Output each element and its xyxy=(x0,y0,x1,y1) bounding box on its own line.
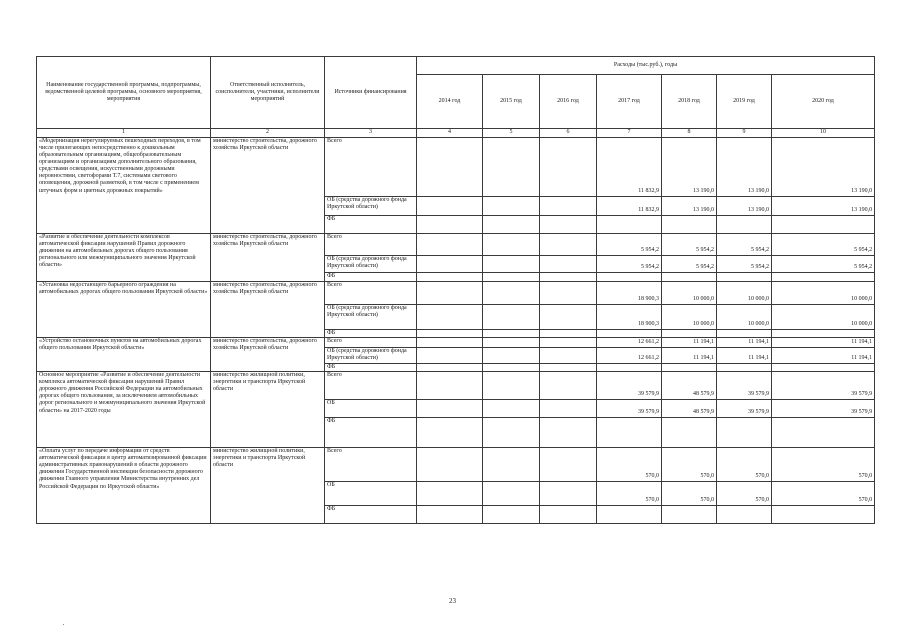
value-cell: 570,0 xyxy=(597,448,662,482)
program-name-cell: «Модернизация нерегулируемых пешеходных переходов, в том числе прилегающих непосредственно к дошкольным образовательным организациям, общеобразовательным организациям и организациям дополнительного образования, средствами освещения, искусственными дорожными неровностями, светофорами Т.7, системами светового оповещения, дорожной разметкой, в том числе с применением штучных форм и цветных дорожных покрытий» xyxy=(37,138,211,234)
value-cell: 5 954,2 xyxy=(662,256,717,273)
header-source: Источники финансирования xyxy=(325,57,417,129)
column-number: 7 xyxy=(597,129,662,138)
value-cell: 570,0 xyxy=(717,448,772,482)
value-cell: 10 000,0 xyxy=(772,305,875,330)
value-cell: 11 194,1 xyxy=(772,348,875,364)
value-cell: 13 190,0 xyxy=(772,138,875,197)
value-cell: 48 579,9 xyxy=(662,400,717,418)
table-row xyxy=(37,372,875,400)
value-cell: 570,0 xyxy=(772,448,875,482)
source-fb-cell: ФБ xyxy=(325,273,417,282)
value-cell: 39 579,9 xyxy=(772,372,875,400)
source-ob-road-fund-cell: ОБ (средства дорожного фонда Иркутской области) xyxy=(325,256,417,273)
value-cell: 11 194,1 xyxy=(662,338,717,348)
responsible-cell: министерство строительства, дорожного хозяйства Иркутской области xyxy=(211,282,325,338)
table-row xyxy=(37,448,875,482)
value-cell: 570,0 xyxy=(597,482,662,506)
value-cell: 10 000,0 xyxy=(772,282,875,305)
value-cell: 11 194,1 xyxy=(662,348,717,364)
value-cell: 39 579,9 xyxy=(772,400,875,418)
value-cell: 11 194,1 xyxy=(772,338,875,348)
value-cell: 13 190,0 xyxy=(662,197,717,216)
value-cell: 11 194,1 xyxy=(717,338,772,348)
budget-table xyxy=(36,56,875,524)
header-year: 2017 год xyxy=(597,75,662,129)
responsible-cell: министерство жилищной политики, энергетики и транспорта Иркутской области xyxy=(211,372,325,448)
table-row xyxy=(37,282,875,305)
source-total-cell: Всего xyxy=(325,234,417,256)
source-ob-road-fund-cell: ОБ (средства дорожного фонда Иркутской области) xyxy=(325,348,417,364)
column-number: 9 xyxy=(717,129,772,138)
source-fb-cell: ФБ xyxy=(325,216,417,234)
value-cell: 5 954,2 xyxy=(597,256,662,273)
column-number: 2 xyxy=(211,129,325,138)
budget-table-sheet xyxy=(36,56,874,524)
source-ob-road-fund-cell: ОБ (средства дорожного фонда Иркутской области) xyxy=(325,197,417,216)
header-year: 2020 год xyxy=(772,75,875,129)
value-cell: 5 954,2 xyxy=(717,234,772,256)
header-year: 2018 год xyxy=(662,75,717,129)
responsible-cell: министерство строительства, дорожного хозяйства Иркутской области xyxy=(211,338,325,372)
program-name-cell: «Установка недостающего барьерного ограждения на автомобильных дорогах общего пользования Иркутской области» xyxy=(37,282,211,338)
value-cell: 48 579,9 xyxy=(662,372,717,400)
column-number: 8 xyxy=(662,129,717,138)
header-year: 2014 год xyxy=(417,75,483,129)
header-program: Наименование государственной программы, подпрограммы, ведомственной целевой программы, основного мероприятия, мероприятия xyxy=(37,57,211,129)
value-cell: 10 000,0 xyxy=(662,305,717,330)
table-row xyxy=(37,338,875,348)
value-cell: 5 954,2 xyxy=(597,234,662,256)
source-total-cell: Всего xyxy=(325,448,417,482)
column-number: 6 xyxy=(540,129,597,138)
column-number-row xyxy=(37,129,875,138)
value-cell: 12 661,2 xyxy=(597,348,662,364)
table-row xyxy=(37,234,875,256)
header-responsible: Ответственный исполнитель, соисполнители, участники, исполнители мероприятий xyxy=(211,57,325,129)
source-fb-cell: ФБ xyxy=(325,506,417,524)
value-cell: 5 954,2 xyxy=(662,234,717,256)
value-cell: 10 000,0 xyxy=(717,305,772,330)
program-name-cell: «Оплата услуг по передаче информации от средств автоматической фиксации в центр автоматизированной фиксации административных правонарушений в области дорожного движения Государственной инспекции безопасности дорожного движения Главного управления Министерства внутренних дел Российской Федерации по Иркутской области» xyxy=(37,448,211,524)
source-ob-cell: ОБ xyxy=(325,400,417,418)
value-cell: 13 190,0 xyxy=(717,197,772,216)
value-cell: 570,0 xyxy=(662,482,717,506)
value-cell: 570,0 xyxy=(772,482,875,506)
value-cell: 39 579,9 xyxy=(597,372,662,400)
program-name-cell: Основное мероприятие «Развитие и обеспечение деятельности комплекса автоматической фиксации нарушений Правил дорожного движения Российской Федерации на автомобильных дорогах общего пользования, за исключением автомобильных дорог регионального и межмуниципального значения Иркутской области» на 2017-2020 годы xyxy=(37,372,211,448)
program-name-cell: «Устройство остановочных пунктов на автомобильных дорогах общего пользования Иркутской области» xyxy=(37,338,211,372)
column-number: 4 xyxy=(417,129,483,138)
value-cell: 5 954,2 xyxy=(772,234,875,256)
source-total-cell: Всего xyxy=(325,338,417,348)
value-cell: 11 194,1 xyxy=(717,348,772,364)
table-row xyxy=(37,138,875,197)
source-total-cell: Всего xyxy=(325,138,417,197)
source-total-cell: Всего xyxy=(325,282,417,305)
value-cell: 11 832,9 xyxy=(597,138,662,197)
value-cell: 39 579,9 xyxy=(717,372,772,400)
scan-speck xyxy=(63,624,64,625)
column-number: 5 xyxy=(483,129,540,138)
value-cell: 11 832,9 xyxy=(597,197,662,216)
value-cell: 13 190,0 xyxy=(772,197,875,216)
value-cell: 570,0 xyxy=(717,482,772,506)
value-cell: 13 190,0 xyxy=(717,138,772,197)
page-number: 23 xyxy=(449,597,456,605)
value-cell: 10 000,0 xyxy=(662,282,717,305)
value-cell: 39 579,9 xyxy=(717,400,772,418)
value-cell: 5 954,2 xyxy=(772,256,875,273)
header-year: 2019 год xyxy=(717,75,772,129)
value-cell: 5 954,2 xyxy=(717,256,772,273)
source-total-cell: Всего xyxy=(325,372,417,400)
program-name-cell: «Развитие и обеспечение деятельности комплексов автоматической фиксации нарушений Правил дорожного движения на автомобильных дорогах общего пользования регионального или межмуниципального значения Иркутской области» xyxy=(37,234,211,282)
header-expenses-title: Расходы (тыс.руб.), годы xyxy=(417,57,875,75)
value-cell: 18 900,3 xyxy=(597,305,662,330)
responsible-cell: министерство жилищной политики, энергетики и транспорта Иркутской области xyxy=(211,448,325,524)
value-cell: 570,0 xyxy=(662,448,717,482)
source-ob-cell: ОБ xyxy=(325,482,417,506)
header-row-top xyxy=(37,57,875,75)
value-cell: 10 000,0 xyxy=(717,282,772,305)
header-year: 2016 год xyxy=(540,75,597,129)
source-ob-road-fund-cell: ОБ (средства дорожного фонда Иркутской области) xyxy=(325,305,417,330)
source-fb-cell: ФБ xyxy=(325,330,417,338)
value-cell: 13 190,0 xyxy=(662,138,717,197)
responsible-cell: министерство строительства, дорожного хозяйства Иркутской области xyxy=(211,234,325,282)
source-fb-cell: ФБ xyxy=(325,418,417,448)
column-number: 10 xyxy=(772,129,875,138)
source-fb-cell: ФБ xyxy=(325,364,417,372)
column-number: 1 xyxy=(37,129,211,138)
value-cell: 18 900,3 xyxy=(597,282,662,305)
value-cell: 12 661,2 xyxy=(597,338,662,348)
value-cell: 39 579,9 xyxy=(597,400,662,418)
responsible-cell: министерство строительства, дорожного хозяйства Иркутской области xyxy=(211,138,325,234)
column-number: 3 xyxy=(325,129,417,138)
header-year: 2015 год xyxy=(483,75,540,129)
